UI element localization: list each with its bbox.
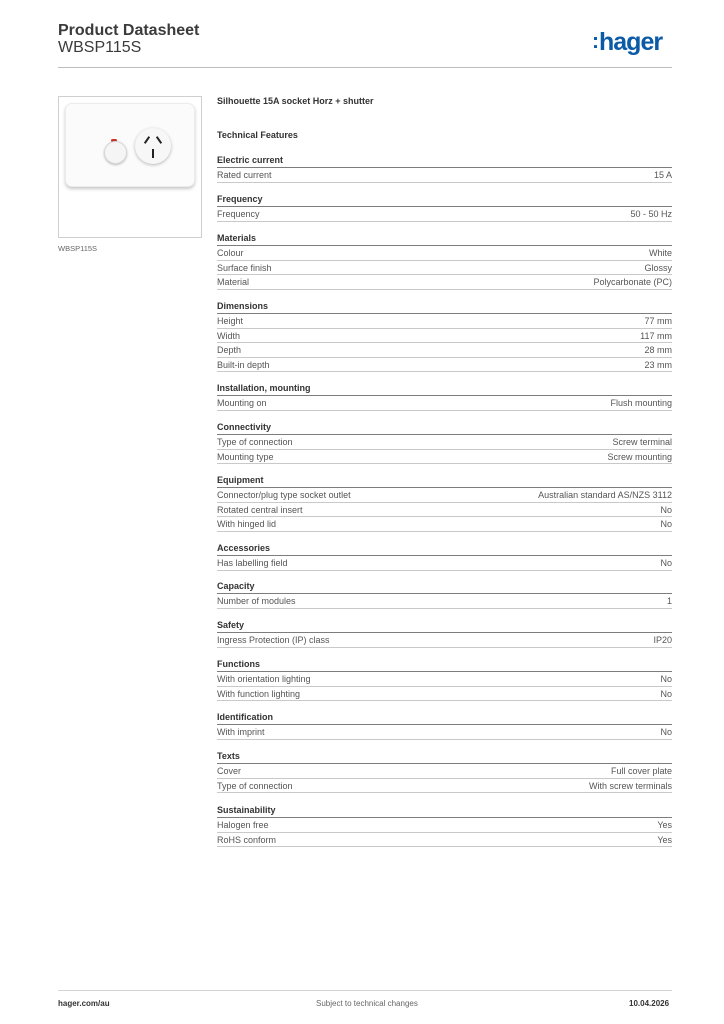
- spec-label: Rated current: [217, 170, 272, 180]
- pin-earth: [152, 149, 154, 158]
- spec-value: Screw terminal: [612, 437, 672, 447]
- spec-value: IP20: [653, 635, 672, 645]
- spec-row: [217, 435, 672, 450]
- section-title: Capacity: [217, 580, 672, 594]
- spec-row: [217, 329, 672, 344]
- spec-section: [217, 421, 672, 464]
- logo-text: hager: [599, 28, 663, 56]
- spec-row: [217, 450, 672, 465]
- spec-value: With screw terminals: [588, 780, 672, 791]
- spec-row: [217, 633, 672, 648]
- spec-section: [217, 474, 672, 532]
- spec-section: [217, 580, 672, 609]
- spec-label: Number of modules: [217, 596, 296, 606]
- spec-section: [217, 232, 672, 290]
- spec-label: Height: [217, 316, 244, 326]
- spec-label: Colour: [217, 248, 244, 258]
- image-caption: WBSP115S: [58, 244, 98, 253]
- spec-label: Surface finish: [217, 262, 272, 273]
- spec-value: Glossy: [644, 262, 672, 273]
- spec-row: [217, 764, 672, 779]
- spec-value: No: [660, 727, 672, 737]
- product-code: WBSP115S: [58, 39, 142, 56]
- section-title: Accessories: [217, 542, 672, 556]
- spec-value: Flush mounting: [610, 398, 672, 408]
- socket-plate: [65, 103, 195, 187]
- page-title: Product Datasheet: [58, 22, 200, 39]
- spec-value: No: [660, 558, 672, 568]
- spec-section: [217, 619, 672, 648]
- spec-row: [217, 503, 672, 518]
- section-title: Dimensions: [217, 300, 672, 314]
- hager-logo: [592, 28, 662, 57]
- section-title: Identification: [217, 711, 672, 725]
- spec-label: Frequency: [217, 209, 260, 219]
- spec-row: [217, 358, 672, 373]
- section-title: Safety: [217, 619, 672, 633]
- spec-section: [217, 154, 672, 183]
- product-name: Silhouette 15A socket Horz + shutter: [217, 96, 374, 106]
- spec-label: Width: [217, 330, 241, 341]
- spec-row: [217, 207, 672, 222]
- footer-date: 10.04.2026: [629, 999, 670, 1008]
- spec-label: RoHS conform: [217, 834, 277, 845]
- spec-row: [217, 779, 672, 794]
- rocker-switch: [104, 141, 127, 164]
- spec-row: [217, 246, 672, 261]
- spec-value: 23 mm: [644, 359, 672, 370]
- header-divider: [58, 67, 672, 68]
- spec-section: [217, 804, 672, 847]
- spec-row: [217, 594, 672, 609]
- section-title: Equipment: [217, 474, 672, 488]
- spec-value: Full cover plate: [610, 766, 672, 776]
- footer-divider: [58, 990, 672, 991]
- spec-label: Ingress Protection (IP) class: [217, 635, 330, 645]
- spec-label: Type of connection: [217, 780, 293, 791]
- spec-value: Yes: [657, 820, 672, 830]
- spec-label: Mounting on: [217, 398, 267, 408]
- spec-label: Mounting type: [217, 451, 274, 462]
- spec-row: [217, 488, 672, 503]
- spec-row: [217, 672, 672, 687]
- spec-value: 1: [666, 596, 672, 606]
- technical-features-heading: Technical Features: [217, 130, 298, 140]
- spec-row: [217, 314, 672, 329]
- section-title: Materials: [217, 232, 672, 246]
- spec-value: 117 mm: [640, 330, 672, 341]
- spec-value: No: [660, 688, 672, 699]
- spec-row: [217, 343, 672, 358]
- spec-label: With hinged lid: [217, 519, 277, 530]
- spec-value: No: [660, 519, 672, 530]
- spec-label: Depth: [217, 345, 242, 356]
- section-title: Texts: [217, 750, 672, 764]
- spec-label: Halogen free: [217, 820, 269, 830]
- spec-row: [217, 168, 672, 183]
- section-title: Functions: [217, 658, 672, 672]
- spec-row: [217, 517, 672, 532]
- spec-value: 50 - 50 Hz: [630, 209, 672, 219]
- section-title: Sustainability: [217, 804, 672, 818]
- spec-row: [217, 818, 672, 833]
- spec-label: Type of connection: [217, 437, 293, 447]
- spec-value: White: [648, 248, 672, 258]
- spec-label: Material: [217, 277, 250, 288]
- spec-row: [217, 725, 672, 740]
- spec-value: 15 A: [653, 170, 672, 180]
- section-title: Frequency: [217, 193, 672, 207]
- spec-value: 28 mm: [644, 345, 672, 356]
- spec-row: [217, 556, 672, 571]
- spec-section: [217, 711, 672, 740]
- spec-label: With imprint: [217, 727, 265, 737]
- logo-colon: :: [592, 30, 598, 53]
- spec-row: [217, 261, 672, 276]
- footer-website: hager.com/au: [58, 999, 110, 1008]
- section-title: Installation, mounting: [217, 382, 672, 396]
- spec-value: 77 mm: [644, 316, 672, 326]
- spec-section: [217, 193, 672, 222]
- spec-value: Polycarbonate (PC): [593, 277, 672, 288]
- spec-value: No: [660, 674, 672, 684]
- spec-row: [217, 687, 672, 702]
- spec-section: [217, 658, 672, 701]
- spec-value: Yes: [657, 834, 672, 845]
- spec-label: Cover: [217, 766, 242, 776]
- spec-value: No: [660, 504, 672, 515]
- product-image: [58, 96, 202, 238]
- spec-section: [217, 542, 672, 571]
- pin-left: [144, 136, 150, 144]
- spec-label: Connector/plug type socket outlet: [217, 490, 351, 500]
- spec-label: With function lighting: [217, 688, 301, 699]
- spec-value: Screw mounting: [607, 451, 672, 462]
- spec-value: Australian standard AS/NZS 3112: [538, 490, 672, 500]
- spec-label: With orientation lighting: [217, 674, 311, 684]
- pin-right: [156, 136, 162, 144]
- spec-label: Has labelling field: [217, 558, 288, 568]
- section-title: Connectivity: [217, 421, 672, 435]
- spec-label: Built-in depth: [217, 359, 270, 370]
- section-title: Electric current: [217, 154, 672, 168]
- spec-section: [217, 750, 672, 793]
- spec-row: [217, 275, 672, 290]
- spec-row: [217, 396, 672, 411]
- spec-row: [217, 833, 672, 848]
- footer-notice: Subject to technical changes: [316, 999, 418, 1008]
- spec-section: [217, 382, 672, 411]
- socket-outlet: [135, 128, 171, 164]
- spec-label: Rotated central insert: [217, 504, 303, 515]
- spec-section: [217, 300, 672, 372]
